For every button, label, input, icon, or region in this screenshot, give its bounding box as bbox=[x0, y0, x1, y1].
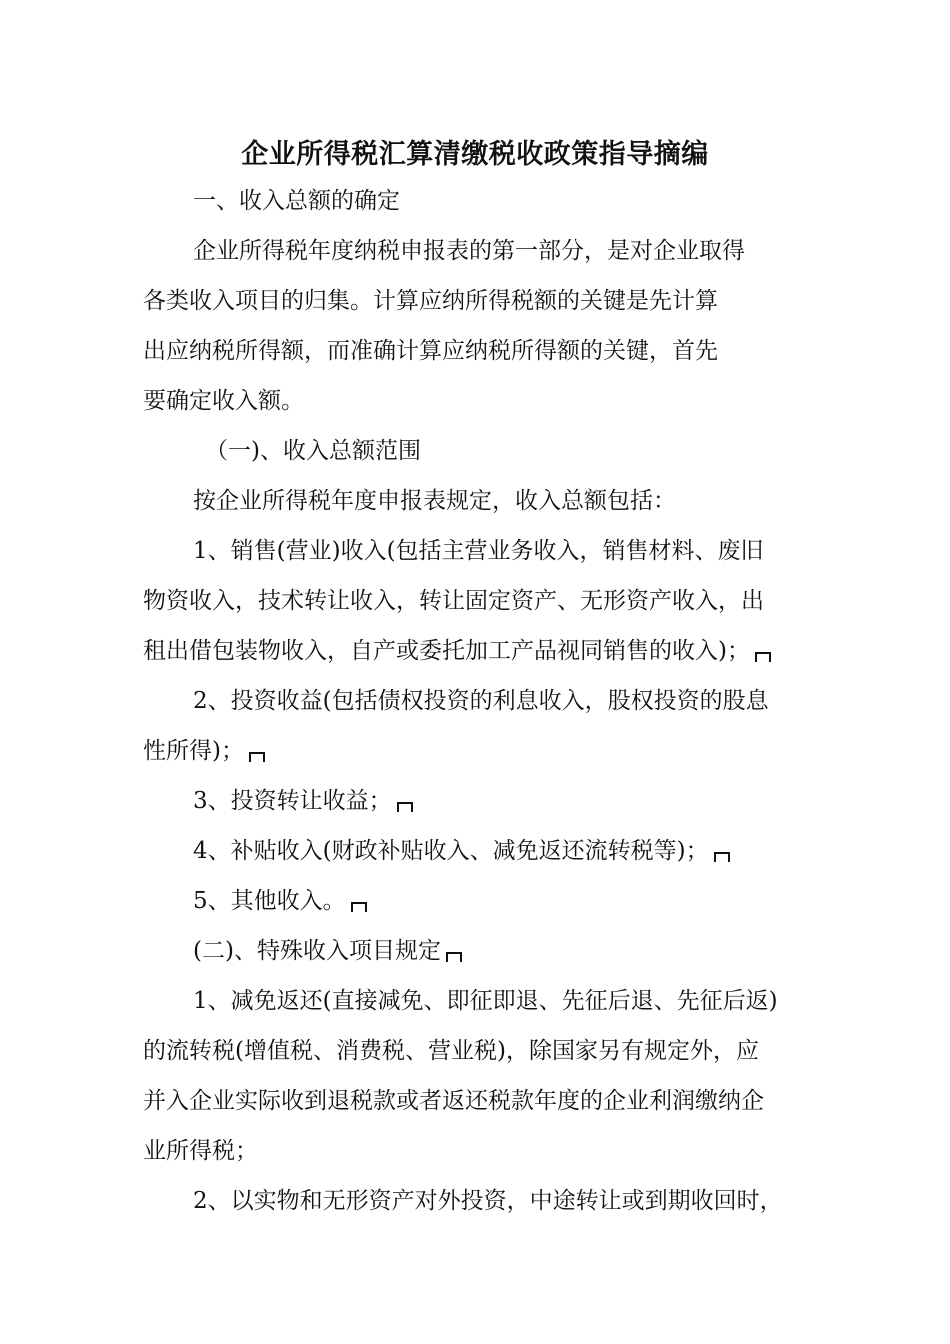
list-item-line: 2、以实物和无形资产对外投资，中途转让或到期收回时， bbox=[193, 1188, 783, 1214]
list-item-line: 3、投资转让收益； bbox=[193, 786, 414, 816]
return-mark-icon bbox=[754, 650, 772, 662]
section-heading-1: 一、收入总额的确定 bbox=[193, 188, 400, 214]
paragraph-line: 要确定收入额。 bbox=[143, 388, 304, 414]
subsection-heading-2: (二)、特殊收入项目规定 bbox=[193, 936, 463, 966]
list-item-line: 性所得)； bbox=[143, 736, 266, 766]
document-title: 企业所得税汇算清缴税收政策指导摘编 bbox=[241, 139, 709, 170]
list-item-line: 业所得税； bbox=[143, 1138, 258, 1164]
list-item-line: 并入企业实际收到退税款或者返还税款年度的企业利润缴纳企 bbox=[143, 1088, 764, 1114]
return-mark-icon bbox=[396, 800, 414, 812]
list-item-line: 1、减免返还(直接减免、即征即退、先征后退、先征后返) bbox=[193, 988, 778, 1014]
list-item-line: 4、补贴收入(财政补贴收入、减免返还流转税等)； bbox=[193, 836, 731, 866]
return-mark-icon bbox=[445, 950, 463, 962]
return-mark-icon bbox=[248, 750, 266, 762]
return-mark-icon bbox=[350, 900, 368, 912]
list-item-line: 租出借包装物收入，自产或委托加工产品视同销售的收入)； bbox=[143, 636, 772, 666]
paragraph-line: 各类收入项目的归集。计算应纳所得税额的关键是先计算 bbox=[143, 288, 718, 314]
list-item-line: 1、销售(营业)收入(包括主营业务收入，销售材料、废旧 bbox=[193, 538, 764, 564]
list-item-line: 2、投资收益(包括债权投资的利息收入，股权投资的股息 bbox=[193, 688, 769, 714]
subsection-heading-1: （一)、收入总额范围 bbox=[205, 438, 421, 464]
paragraph-line: 企业所得税年度纳税申报表的第一部分，是对企业取得 bbox=[193, 238, 745, 264]
return-mark-icon bbox=[713, 850, 731, 862]
list-item-line: 物资收入，技术转让收入，转让固定资产、无形资产收入，出 bbox=[143, 588, 764, 614]
paragraph-line: 出应纳税所得额，而准确计算应纳税所得额的关键，首先 bbox=[143, 338, 718, 364]
paragraph-line: 按企业所得税年度申报表规定，收入总额包括： bbox=[193, 488, 676, 514]
list-item-line: 5、其他收入。 bbox=[193, 886, 368, 916]
list-item-line: 的流转税(增值税、消费税、营业税)，除国家另有规定外，应 bbox=[143, 1038, 759, 1064]
